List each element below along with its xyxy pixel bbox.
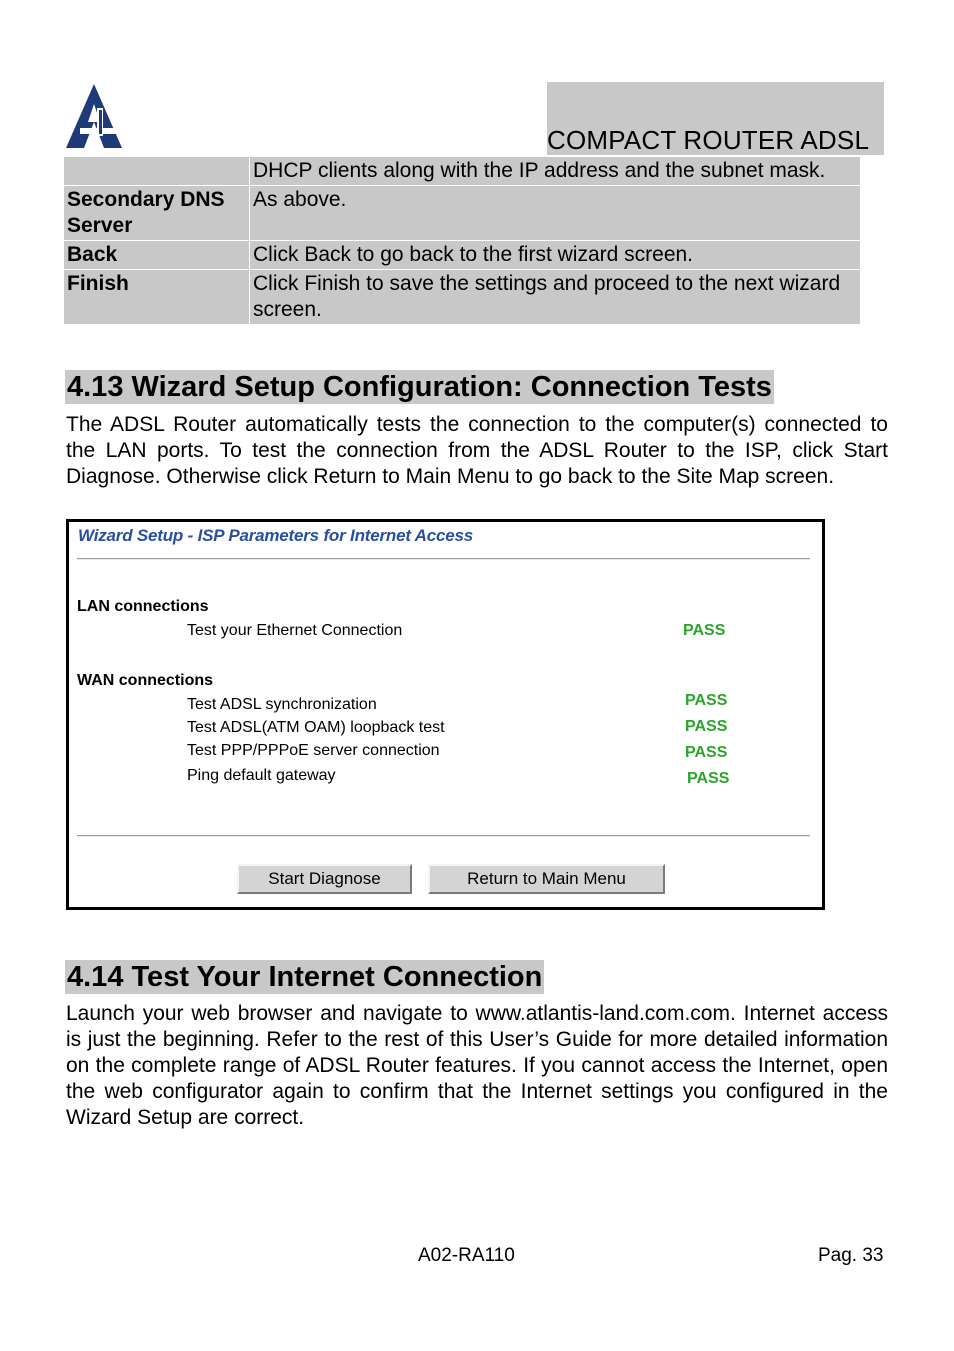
footer-document-id: A02-RA110: [418, 1245, 515, 1266]
table-row: [64, 270, 861, 325]
table-term: Secondary DNS Server: [64, 186, 250, 241]
table-row: [64, 241, 861, 270]
test-label: Test your Ethernet Connection: [187, 622, 403, 639]
test-label: Test PPP/PPPoE server connection: [187, 742, 440, 759]
footer-page-number: Pag. 33: [818, 1245, 884, 1266]
start-diagnose-button[interactable]: Start Diagnose: [237, 864, 412, 894]
test-label: Test ADSL synchronization: [187, 696, 377, 713]
definition-table: [63, 156, 861, 325]
section-heading: 4.14 Test Your Internet Connection: [67, 961, 543, 993]
wan-connections-label: WAN connections: [77, 672, 214, 689]
section-heading: 4.13 Wizard Setup Configuration: Connection Tests: [67, 371, 772, 403]
status-badge: PASS: [685, 692, 728, 709]
document-title: COMPACT ROUTER ADSL: [547, 125, 870, 155]
wizard-screenshot: [66, 519, 825, 910]
section-paragraph: The ADSL Router automatically tests the connection to the computer(s) connected to the LAN ports. To test the connection from the ADSL Router to the ISP, click Start Diagnose. Otherwise click Return to Main Menu to go back to the Site Map screen.: [66, 413, 888, 488]
test-label: Ping default gateway: [187, 767, 336, 784]
divider: [77, 835, 810, 837]
status-badge: PASS: [687, 770, 730, 787]
return-to-main-menu-button[interactable]: Return to Main Menu: [428, 864, 665, 894]
table-term: Back: [64, 241, 250, 270]
table-term: [64, 157, 250, 186]
table-description: DHCP clients along with the IP address and the subnet mask.: [250, 157, 861, 186]
table-description: Click Finish to save the settings and proceed to the next wizard screen.: [250, 270, 861, 325]
table-row: [64, 157, 861, 186]
atlantis-logo-icon: [64, 82, 126, 150]
status-badge: PASS: [685, 744, 728, 761]
wizard-title: Wizard Setup - ISP Parameters for Internet Access: [78, 526, 474, 545]
section-paragraph: Launch your web browser and navigate to www.atlantis-land.com.com. Internet access is just the beginning. Refer to the rest of this User’s Guide for more detailed information on the complete range of ADSL Router features. If you cannot access the Internet, open the web configurator again to confirm that the Internet settings you configured in the Wizard Setup are correct.: [66, 1002, 888, 1129]
table-description: Click Back to go back to the first wizard screen.: [250, 241, 861, 270]
table-term: Finish: [64, 270, 250, 325]
test-label: Test ADSL(ATM OAM) loopback test: [187, 719, 445, 736]
lan-connections-label: LAN connections: [77, 598, 209, 615]
status-badge: PASS: [685, 718, 728, 735]
table-description: As above.: [250, 186, 861, 241]
divider: [77, 558, 810, 560]
status-badge: PASS: [683, 622, 726, 639]
table-row: [64, 186, 861, 241]
